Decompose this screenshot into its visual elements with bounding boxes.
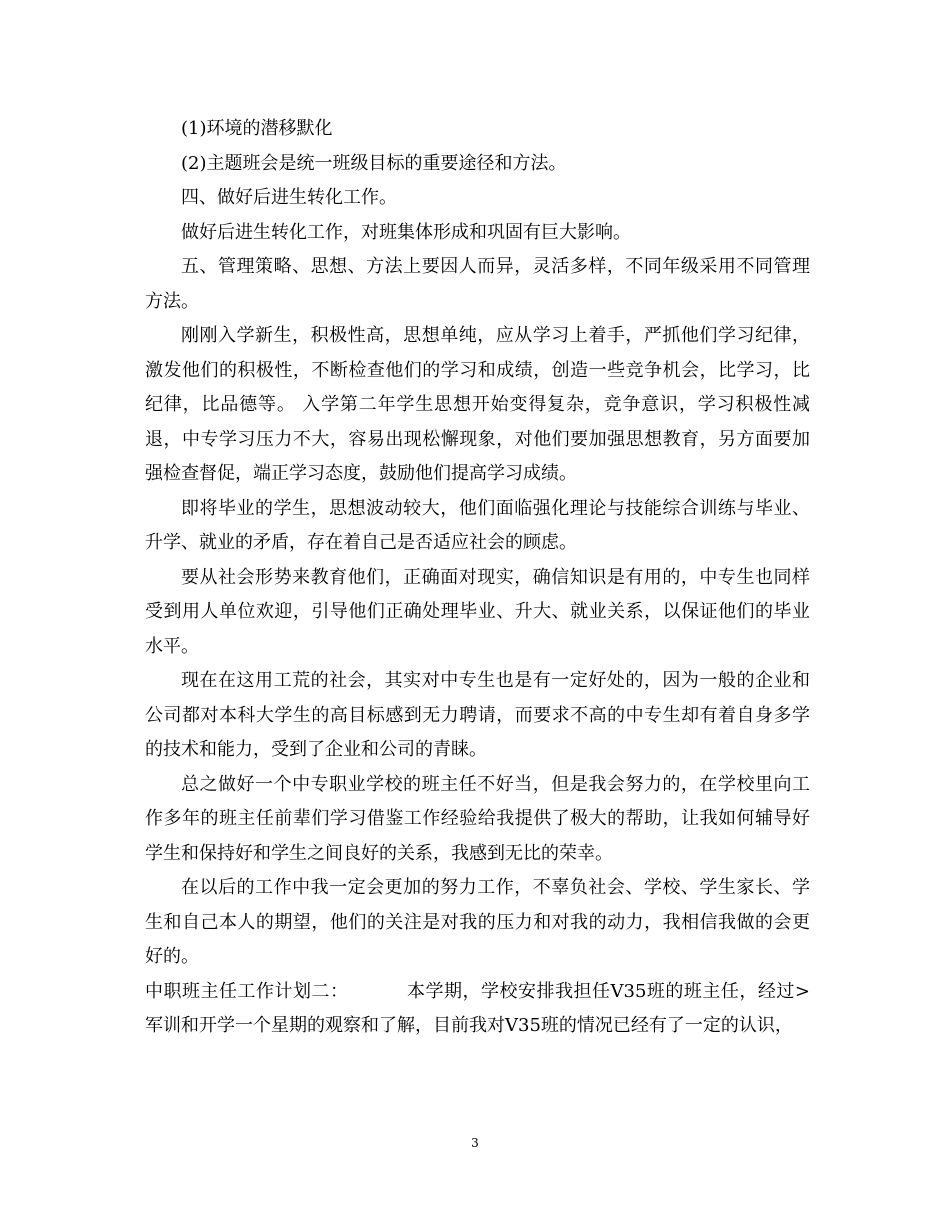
section-heading: 五、管理策略、思想、方法上要因人而异，灵活多样，不同年级采用不同管理方法。 bbox=[145, 256, 810, 312]
paragraph: 要从社会形势来教育他们，正确面对现实，确信知识是有用的，中专生也同样受到用人单位欢迎，引导他们正确处理毕业、升大、就业关系，以保证他们的毕业水平。 bbox=[145, 566, 810, 657]
paragraph: 总之做好一个中专职业学校的班主任不好当，但是我会努力的，在学校里向工作多年的班主任前辈们学习借鉴工作经验给我提供了极大的帮助，让我如何辅导好学生和保持好和学生之间良好的关系，我感到无比的荣幸。 bbox=[145, 773, 810, 864]
paragraph: (1)环境的潜移默化 bbox=[181, 118, 333, 139]
paragraph: 在以后的工作中我一定会更加的努力工作，不辜负社会、学校、学生家长、学生和自己本人的期望，他们的关注是对我的压力和对我的动力，我相信我做的会更好的。 bbox=[145, 877, 810, 967]
section-heading: 四、做好后进生转化工作。 bbox=[181, 187, 397, 208]
page-body bbox=[145, 112, 810, 1044]
plan-two-heading: 中职班主任工作计划二： bbox=[145, 980, 349, 1002]
paragraph: (2)主题班会是统一班级目标的重要途径和方法。 bbox=[181, 152, 567, 174]
paragraph: 刚刚入学新生，积极性高，思想单纯，应从学习上着手，严抓他们学习纪律，激发他们的积极性，不断检查他们的学习和成绩，创造一些竞争机会，比学习，比纪律，比品德等。 入学第二年学生思想开始变得复杂，竞争意识，学习积极性减退，中专学习压力不大，容易出现松懈现象，对他们要加强思想教育，另方面要加强检查督促，端正学习态度，鼓励他们提高学习成绩。 bbox=[145, 325, 810, 484]
paragraph: 即将毕业的学生，思想波动较大，他们面临强化理论与技能综合训练与毕业、升学、就业的矛盾，存在着自己是否适应社会的顾虑。 bbox=[145, 497, 810, 553]
plan-two-text: 本学期，学校安排我担任V35班的班主任，经过>军训和开学一个星期的观察和了解，目前我对V35班的情况已经有了一定的认识， bbox=[145, 980, 811, 1036]
page-number: 3 bbox=[471, 1136, 479, 1150]
paragraph: 现在在这用工荒的社会，其实对中专生也是有一定好处的，因为一般的企业和公司都对本科大学生的高目标感到无力聘请，而要求不高的中专生却有着自身多学的技术和能力，受到了企业和公司的青睐。 bbox=[145, 670, 810, 760]
paragraph: 做好后进生转化工作，对班集体形成和巩固有巨大影响。 bbox=[181, 221, 631, 243]
plan-two-paragraph bbox=[145, 975, 810, 1044]
